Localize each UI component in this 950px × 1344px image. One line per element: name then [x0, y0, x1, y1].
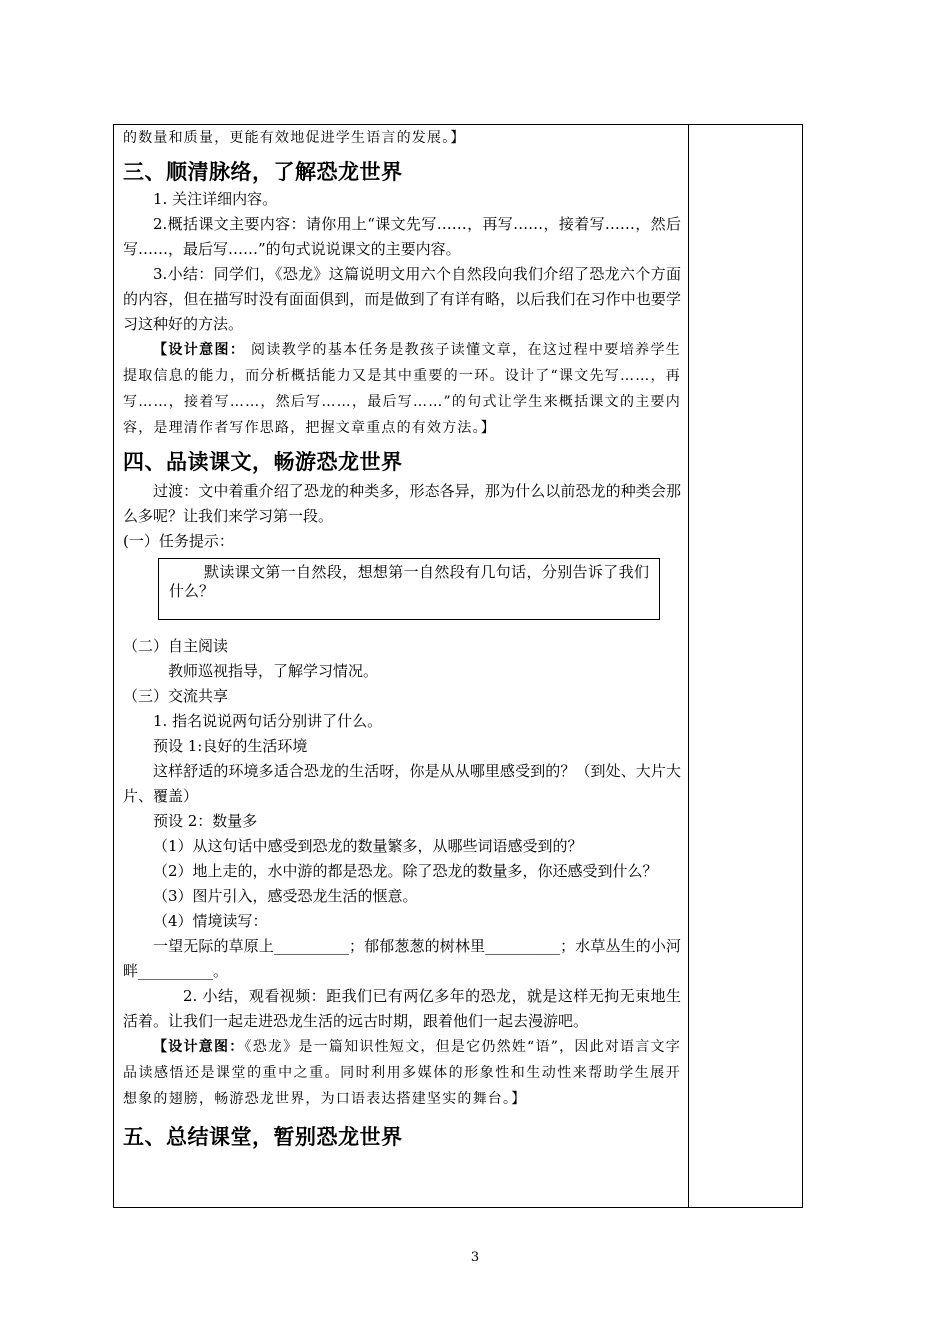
design-intent-4: [123, 1034, 681, 1112]
lesson-plan-table: [113, 124, 803, 1208]
design-intent-3: [123, 337, 681, 441]
design-intent-text: 《恐龙》是一篇知识性短文，但是它仍然姓“语”，因此对语言文字品读感悟还是课堂的重中之重。同时利用多媒体的形象性和生动性来帮助学生展开想象的翅膀，畅游恐龙世界，为口语表达搭建坚实的舞台。】: [123, 1039, 681, 1107]
section-heading-3: 三、顺清脉络，了解恐龙世界: [123, 160, 403, 184]
page-number: 3: [470, 1250, 480, 1265]
task-prompt-box: [158, 558, 660, 620]
section-heading-4: 四、品读课文，畅游恐龙世界: [123, 450, 403, 474]
question-1: （1）从这句话中感受到恐龙的数量繁多，从哪些词语感受到的？: [153, 837, 583, 855]
self-reading-label: （二）自主阅读: [123, 637, 229, 655]
transition-text: 过渡：文中着重介绍了恐龙的种类多，形态各异，那为什么以前恐龙的种类会那么多呢？让我们来学习第一段。: [123, 482, 681, 525]
design-intent-text: 阅读教学的基本任务是教孩子读懂文章，在这过程中要培养学生提取信息的能力，而分析概括能力又是其中重要的一环。设计了“课文先写……，再写……，接着写……，然后写……，最后写……”的句式让学生来概括课文的主要内容，是理清作者写作思路，把握文章重点的有效方法。】: [123, 342, 682, 436]
lesson-content: [123, 125, 681, 1152]
section3-step1: 1. 关注详细内容。: [153, 190, 278, 208]
task-prompt-label: (一）任务提示：: [123, 532, 234, 550]
design-intent-label: 【设计意图：: [153, 342, 246, 358]
column-divider: [688, 125, 689, 1207]
section3-step3: 3.小结：同学们，《恐龙》这篇说明文用六个自然段向我们介绍了恐龙六个方面的内容，但在描写时没有面面俱到，而是做到了有详有略，以后我们在习作中也要学习这种好的方法。: [123, 265, 681, 333]
question-4: （4）情境读写：: [153, 912, 268, 930]
design-intent-label: 【设计意图：: [153, 1039, 245, 1055]
fill-in-exercise: 一望无际的草原上__________；郁郁葱葱的树林里__________；水草丛生的小河畔__________。: [123, 937, 681, 980]
sharing-step2: 2. 小结，观看视频：距我们已有两亿多年的恐龙，就是这样无拘无束地生活着。让我们一起走进恐龙生活的远古时期，跟着他们一起去漫游吧。: [123, 987, 681, 1030]
sharing-label: （三）交流共享: [123, 687, 229, 705]
design-intent-tail: 的数量和质量，更能有效地促进学生语言的发展。】: [123, 130, 466, 146]
question-3: （3）图片引入，感受恐龙生活的惬意。: [153, 887, 418, 905]
question-2: （2）地上走的，水中游的都是恐龙。除了恐龙的数量多，你还感受到什么？: [153, 862, 658, 880]
section3-step2: 2.概括课文主要内容：请你用上“课文先写……，再写……，接着写……，然后写……，最后写……”的句式说说课文的主要内容。: [123, 215, 681, 258]
preset-2: 预设 2：数量多: [153, 812, 258, 830]
self-reading-text: 教师巡视指导，了解学习情况。: [168, 662, 379, 680]
sharing-step1: 1. 指名说说两句话分别讲了什么。: [153, 712, 383, 730]
task-prompt-text: 默读课文第一自然段，想想第一自然段有几句话，分别告诉了我们什么？: [169, 563, 649, 600]
section-heading-5: 五、总结课堂，暂别恐龙世界: [123, 1125, 403, 1149]
preset-1-text: 这样舒适的环境多适合恐龙的生活呀，你是从从哪里感受到的？（到处、大片大片、覆盖）: [123, 762, 681, 805]
preset-1: 预设 1:良好的生活环境: [153, 737, 308, 755]
